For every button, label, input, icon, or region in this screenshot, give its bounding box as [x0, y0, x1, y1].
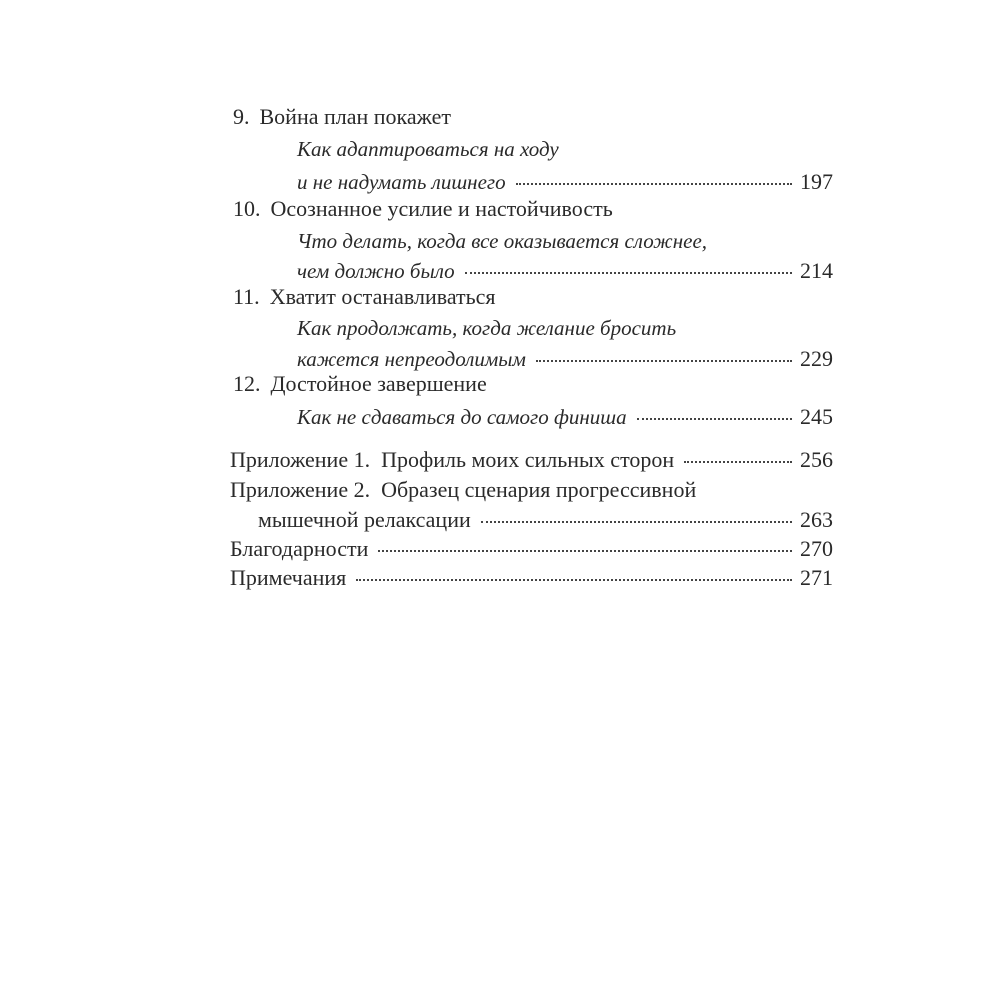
page-number: 197: [800, 169, 833, 194]
page-number: 256: [800, 447, 833, 472]
chapter-number: 11.: [233, 284, 260, 309]
leader-dots: [356, 579, 792, 581]
chapter-9-subtitle-line-2: [297, 168, 833, 196]
leader-dots: [378, 550, 792, 552]
chapter-9-title-line: [233, 103, 451, 131]
page-number: 214: [800, 258, 833, 283]
chapter-10-title-line: [233, 195, 613, 223]
chapter-9-subtitle-line-1: [297, 135, 559, 163]
appendix-2-line-2: [258, 506, 833, 534]
chapter-11-subtitle-line-2: [297, 345, 833, 373]
leader-dots: [465, 272, 792, 274]
chapter-12-title-line: [233, 370, 487, 398]
leader-dots: [684, 461, 792, 463]
chapter-title: Достойное завершение: [270, 371, 487, 396]
chapter-11-title-line: [233, 283, 496, 311]
chapter-12-subtitle-line-1: [297, 403, 833, 431]
chapter-subtitle: и не надумать лишнего: [297, 170, 506, 194]
chapter-11-subtitle-line-1: [297, 314, 676, 342]
chapter-subtitle: Что делать, когда все оказывается сложнее,: [297, 229, 708, 253]
chapter-subtitle: кажется непреодолимым: [297, 347, 526, 371]
notes-line: [230, 564, 833, 592]
page-number: 270: [800, 536, 833, 561]
page-number: 263: [800, 507, 833, 532]
leader-dots: [637, 418, 792, 420]
chapter-subtitle: Как не сдаваться до самого финиша: [297, 405, 627, 429]
chapter-10-subtitle-line-1: [297, 227, 707, 255]
appendix-1-line: [230, 446, 833, 474]
chapter-number: 12.: [233, 371, 261, 396]
appendix-title-continued: мышечной релаксации: [258, 507, 471, 532]
leader-dots: [516, 183, 792, 185]
appendix-title: Приложение 1. Профиль моих сильных сторон: [230, 447, 675, 472]
chapter-number: 9.: [233, 104, 250, 129]
chapter-title: Осознанное усилие и настойчивость: [270, 196, 613, 221]
chapter-title: Хватит останавливаться: [269, 284, 496, 309]
chapter-subtitle: Как адаптироваться на ходу: [297, 137, 559, 161]
chapter-10-subtitle-line-2: [297, 257, 833, 285]
acknowledgements-title: Благодарности: [230, 536, 369, 561]
appendix-2-line-1: [230, 476, 696, 504]
chapter-number: 10.: [233, 196, 261, 221]
appendix-title: Приложение 2. Образец сценария прогрессивной: [230, 477, 697, 502]
chapter-subtitle: чем должно было: [297, 259, 455, 283]
leader-dots: [536, 360, 792, 362]
chapter-subtitle: Как продолжать, когда желание бросить: [297, 316, 677, 340]
acknowledgements-line: [230, 535, 833, 563]
leader-dots: [481, 521, 792, 523]
chapter-title: Война план покажет: [259, 104, 451, 129]
notes-title: Примечания: [230, 565, 347, 590]
page-number: 271: [800, 565, 833, 590]
page-number: 245: [800, 404, 833, 429]
page-number: 229: [800, 346, 833, 371]
